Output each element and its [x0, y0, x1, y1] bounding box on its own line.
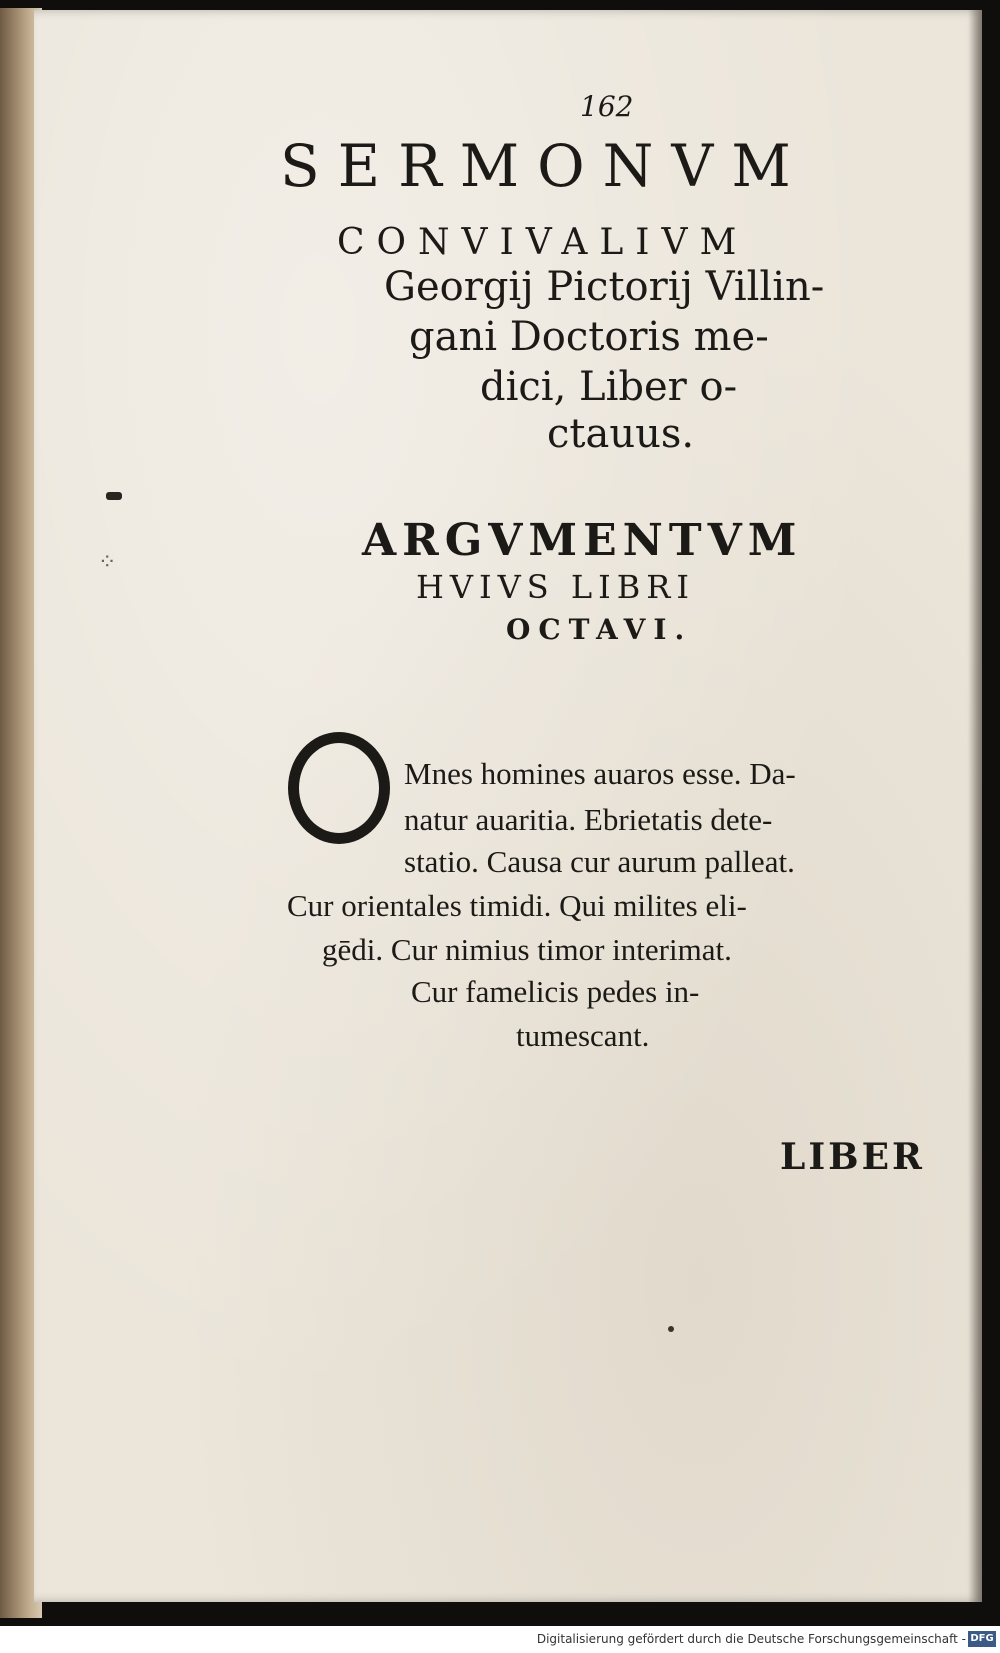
footer-bar [0, 1626, 1000, 1653]
argument-heading: ARGVMENTVM [362, 515, 803, 566]
dfg-logo[interactable]: DFG [968, 1631, 996, 1647]
body-line: tumescant. [516, 1018, 650, 1053]
argument-heading: OCTAVI. [506, 613, 693, 646]
book-page [34, 10, 982, 1602]
title-line: Georgij Pictorij Villin- [384, 264, 825, 310]
title-line: ctauus. [547, 411, 695, 457]
title-line: gani Doctoris me- [409, 314, 769, 360]
body-line: Cur famelicis pedes in- [411, 974, 700, 1009]
body-line: gēdi. Cur nimius timor interimat. [322, 932, 732, 967]
body-line: statio. Causa cur aurum palleat. [404, 844, 795, 879]
ink-spot [668, 1326, 674, 1332]
body-line: natur auaritia. Ebrietatis dete- [404, 802, 773, 837]
body-line: Mnes homines auaros esse. Da- [404, 756, 796, 791]
footer-credit: Digitalisierung gefördert durch die Deutsche Forschungsgemeinschaft - [536, 1632, 966, 1646]
title-line: CONVIVALIVM [337, 222, 749, 263]
title-line: dici, Liber o- [480, 364, 738, 410]
page-number: 162 [580, 90, 634, 123]
body-line: Cur orientales timidi. Qui milites eli- [287, 888, 747, 923]
title-line: SERMONVM [280, 132, 809, 200]
argument-heading: HVIVS LIBRI [416, 568, 695, 606]
margin-mark [106, 492, 122, 500]
catchword: LIBER [780, 1136, 925, 1178]
drop-cap-o [288, 732, 390, 844]
margin-smudge: ⁘ [98, 550, 117, 575]
